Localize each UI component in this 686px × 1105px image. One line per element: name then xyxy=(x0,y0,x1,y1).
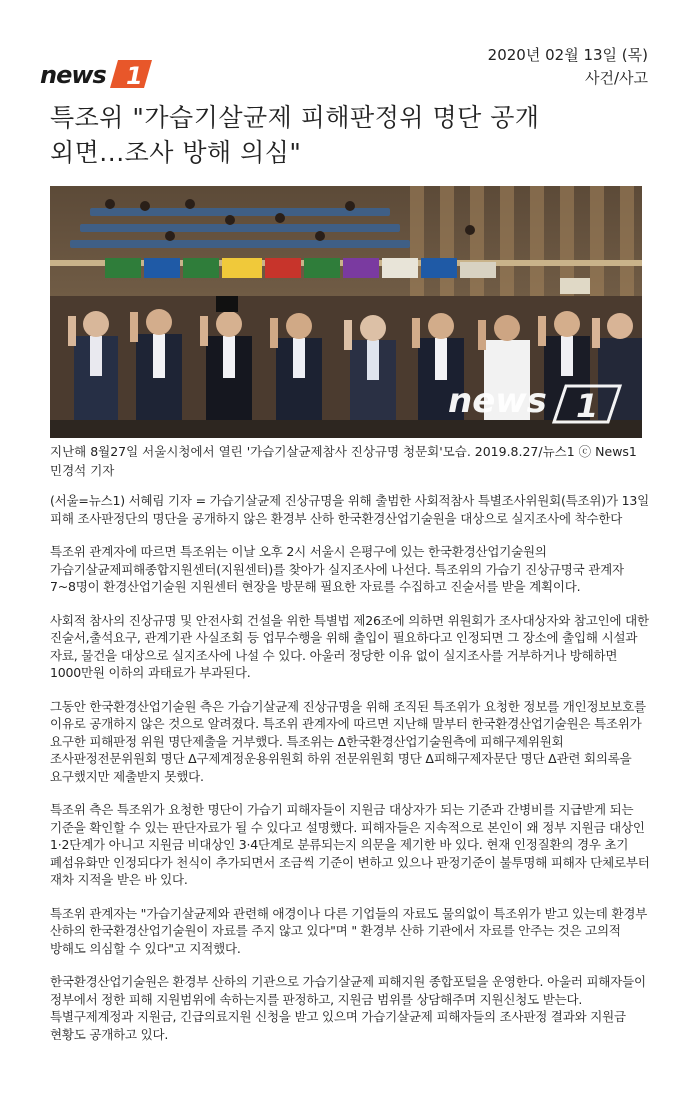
svg-text:1: 1 xyxy=(576,387,599,425)
article-meta xyxy=(488,44,648,90)
news1-logo xyxy=(40,58,154,90)
paragraph-4: 그동안 한국환경산업기술원 측은 가습기살균제 진상규명을 위해 조직된 특조위가 요청한 정보를 개인정보보호를 이유로 공개하지 않은 것으로 알려졌다. 특조위 관계자에 따르면 지난해 말부터 한국환경산업기술원은 특조위가 요구한 피해판정 위원 명단제출을 거부했다. 특조위는 Δ한국환경산업기술원측에 피해구제위원회 조사판정전문위원회 명단 Δ구제계정운용위원회 하위 전문위원회 명단 Δ피해구제자문단 명단 Δ관련 회의록을 요구했지만 제출받지 못했다. xyxy=(50,698,646,784)
svg-text:news: news xyxy=(448,381,547,421)
article-photo xyxy=(50,186,642,438)
article-title xyxy=(50,100,650,170)
article-date: 2020년 02월 13일 (목) xyxy=(487,46,648,64)
article-category: 사건/사고 xyxy=(584,69,648,87)
paragraph-7: 한국환경산업기술원은 환경부 산하의 기관으로 가습기살균제 피해지원 종합포털을 운영한다. 아울러 피해자들이 정부에서 정한 피해 지원범위에 속하는지를 판정하고, 지원금 범위를 상담해주며 지원신청도 받는다. 특별구제계정과 지원금, 긴급의료지원 신청을 받고 있으며 가습기살균제 피해자들의 조사판정 결과와 지원금 현황도 공개하고 있다. xyxy=(50,974,646,1042)
title-line-2: 외면...조사 방해 의심" xyxy=(50,138,302,167)
paragraph-3: 사회적 참사의 진상규명 및 안전사회 건설을 위한 특별법 제26조에 의하면 위원회가 조사대상자와 참고인에 대한 진술서,출석요구, 관계기관 사실조회 등 업무수행을 위해 출입이 필요하다고 인정되면 그 장소에 출입해 시설과 자료, 물건을 대상으로 실지조사에 나설 수 있다. 아울러 정당한 이유 없이 실지조사를 거부하거나 방해하면 1000만원 이하의 과태료가 부과된다. xyxy=(50,612,649,680)
photo-caption: 지난해 8월27일 서울시청에서 열린 '가습기살균제참사 진상규명 청문회'모습. 2019.8.27/뉴스1 ⓒ News1 민경석 기자 xyxy=(50,444,637,478)
svg-text:1: 1 xyxy=(126,62,143,90)
svg-text:news: news xyxy=(40,61,106,89)
title-line-1: 특조위 "가습기살균제 피해판정위 명단 공개 xyxy=(50,103,540,132)
paragraph-6: 특조위 관계자는 "가습기살균제와 관련해 애경이나 다른 기업들의 자료도 물의없이 특조위가 받고 있는데 환경부 산하의 한국환경산업기술원이 자료를 주지 않고 있다"며 " 환경부 산하 기관에서 자료를 안주는 것은 고의적 방해도 의심할 수 있다"고 지적했다. xyxy=(50,905,648,956)
paragraph-1: (서울=뉴스1) 서혜림 기자 = 가습기살균제 진상규명을 위해 출범한 사회적참사 특별조사위원회(특조위)가 13일 피해 조사판정단의 명단을 공개하지 않은 환경부 산하 한국환경산업기술원을 대상으로 실지조사에 착수한다 xyxy=(50,493,649,526)
article-body xyxy=(50,492,650,1059)
paragraph-2: 특조위 관계자에 따르면 특조위는 이날 오후 2시 서울시 은평구에 있는 한국환경산업기술원의 가습기살균제피해종합지원센터(지원센터)를 찾아가 실지조사에 나선다. 특조위의 가습기 진상규명국 관계자 7~8명이 환경산업기술원 지원센터 현장을 방문해 필요한 자료를 수집하고 진술서를 받을 계획이다. xyxy=(50,544,624,594)
paragraph-5: 특조위 측은 특조위가 요청한 명단이 가습기 피해자들이 지원금 대상자가 되는 기준과 간병비를 지급받게 되는 기준을 확인할 수 있는 판단자료가 될 수 있다고 설명했다. 피해자들은 지속적으로 본인이 왜 정부 지원금 대상인 1·2단계가 아니고 지원금 비대상인 3·4단계로 분류되는지 의문을 제기한 바 있다. 현재 인정질환의 경우 초기 폐섬유화만 인정되다가 천식이 추가되면서 조금씩 기준이 변하고 있으나 판정기준이 불투명해 피해자 단체로부터 재차 지적을 받은 바 있다. xyxy=(50,802,650,887)
